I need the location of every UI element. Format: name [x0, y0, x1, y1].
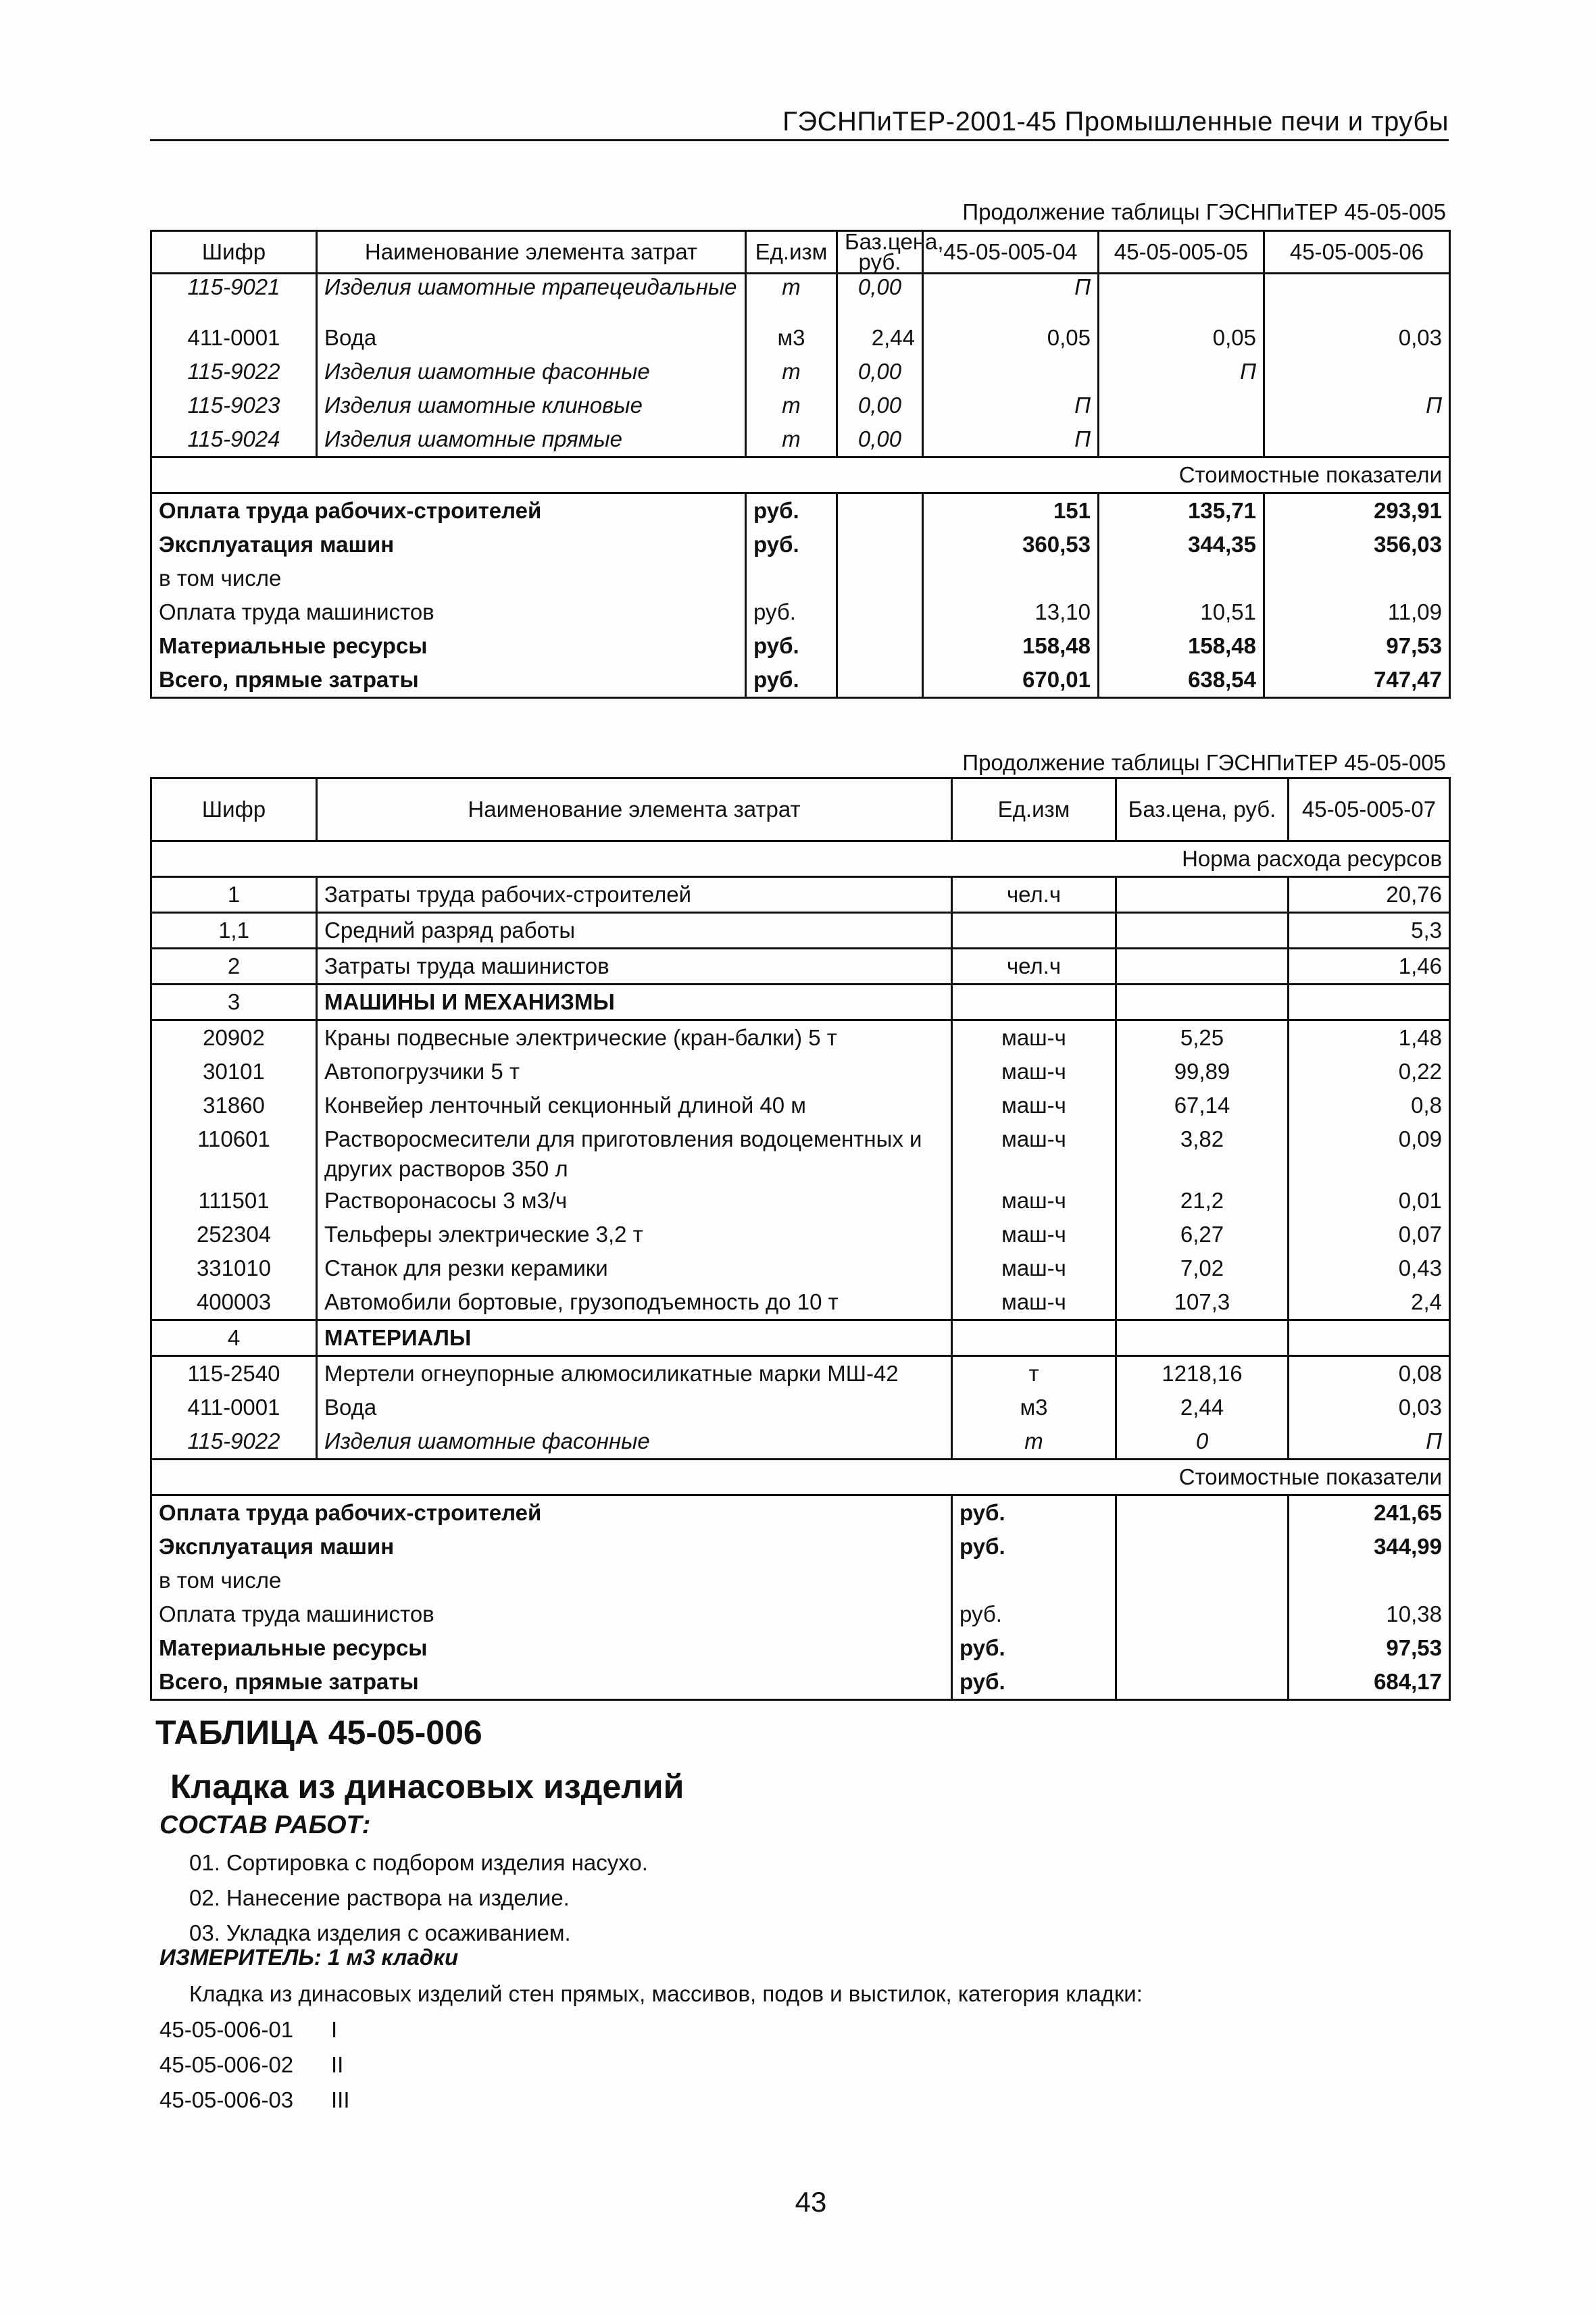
- cell-value: [1289, 985, 1450, 1020]
- cell-unit: маш-ч: [952, 1089, 1116, 1122]
- cost-label: Материальные ресурсы: [151, 1631, 952, 1665]
- cost-price: [837, 562, 923, 595]
- cell-price: [1116, 985, 1289, 1020]
- cell-price: 21,2: [1116, 1184, 1289, 1218]
- cell-code: 115-9022: [151, 355, 317, 389]
- table-row: [151, 422, 1450, 457]
- cell-code: 331010: [151, 1251, 317, 1285]
- table1-head-row: [151, 231, 1450, 274]
- table1-head-col1: 45-05-005-04: [923, 231, 1099, 274]
- cell-name: Изделия шамотные клиновые: [317, 389, 746, 422]
- cost-row: [151, 1597, 1450, 1631]
- cell-price: [1116, 877, 1289, 913]
- table-row: [151, 1251, 1450, 1285]
- cost-unit: руб.: [746, 663, 837, 698]
- cost-value: 344,35: [1099, 528, 1264, 562]
- table-row: [151, 913, 1450, 949]
- cell-price: 67,14: [1116, 1089, 1289, 1122]
- cost-value: 158,48: [1099, 629, 1264, 663]
- cell-code: 115-9024: [151, 422, 317, 457]
- cost-price: [1116, 1564, 1289, 1597]
- cell-price: [1116, 1320, 1289, 1356]
- cell-value: 2,4: [1289, 1285, 1450, 1320]
- cost-label: в том числе: [151, 562, 746, 595]
- cell-name: Растворосмесители для приготовления водоцементных и других растворов 350 л: [317, 1122, 952, 1184]
- table-row: [151, 1391, 1450, 1424]
- cost-row: [151, 629, 1450, 663]
- cost-unit: руб.: [952, 1530, 1116, 1564]
- table-row: [151, 389, 1450, 422]
- cost-value: 670,01: [923, 663, 1099, 698]
- cost-value: 684,17: [1289, 1665, 1450, 1700]
- cost-unit: руб.: [952, 1665, 1116, 1700]
- table-row: [151, 1424, 1450, 1460]
- cell-code: 2: [151, 949, 317, 985]
- cell-price: 2,44: [1116, 1391, 1289, 1424]
- cell-value: 0,22: [1289, 1055, 1450, 1089]
- table1-head-col2: 45-05-005-05: [1099, 231, 1264, 274]
- table-row: [151, 1122, 1450, 1184]
- cell-value: 0,08: [1289, 1356, 1450, 1391]
- cell-code: 115-9021: [151, 274, 317, 321]
- cell-price: 0: [1116, 1424, 1289, 1460]
- cell-name: Изделия шамотные фасонные: [317, 1424, 952, 1460]
- cell-code: 411-0001: [151, 321, 317, 355]
- cell-price: 0,00: [837, 422, 923, 457]
- cost-value: 13,10: [923, 595, 1099, 629]
- cell-name: Автомобили бортовые, грузоподъемность до 10 т: [317, 1285, 952, 1320]
- cell-value: [1264, 274, 1450, 321]
- cost-row: [151, 1495, 1450, 1530]
- cell-price: 7,02: [1116, 1251, 1289, 1285]
- table-row: [151, 274, 1450, 321]
- cost-price: [1116, 1665, 1289, 1700]
- cost-value: 360,53: [923, 528, 1099, 562]
- cell-name: Вода: [317, 1391, 952, 1424]
- cost-price: [1116, 1495, 1289, 1530]
- cost-label: Эксплуатация машин: [151, 1530, 952, 1564]
- cell-unit: чел.ч: [952, 877, 1116, 913]
- cell-value: П: [1264, 389, 1450, 422]
- section-row: [151, 457, 1450, 493]
- cell-unit: т: [952, 1424, 1116, 1460]
- cell-price: [1116, 913, 1289, 949]
- cost-row: [151, 1665, 1450, 1700]
- section-row: [151, 841, 1450, 877]
- running-header: ГЭСНПиТЕР-2001-45 Промышленные печи и трубы: [782, 107, 1449, 136]
- table-row: [151, 321, 1450, 355]
- cell-price: 0,00: [837, 355, 923, 389]
- cost-price: [1116, 1631, 1289, 1665]
- cost-unit: руб.: [746, 493, 837, 528]
- cost-label: Материальные ресурсы: [151, 629, 746, 663]
- table-row: [151, 1218, 1450, 1251]
- cost-price: [837, 595, 923, 629]
- cell-value: [1099, 422, 1264, 457]
- work-item: 01. Сортировка с подбором изделия насухо.: [189, 1850, 648, 1875]
- cell-value: 0,05: [1099, 321, 1264, 355]
- cell-name: Конвейер ленточный секционный длиной 40 м: [317, 1089, 952, 1122]
- cost-price: [837, 493, 923, 528]
- cell-code: 115-2540: [151, 1356, 317, 1391]
- cell-unit: маш-ч: [952, 1020, 1116, 1055]
- table2-head-code: Шифр: [151, 778, 317, 841]
- cell-value: П: [1099, 355, 1264, 389]
- table1-caption: Продолжение таблицы ГЭСНПиТЕР 45-05-005: [962, 199, 1446, 224]
- cell-code: 1: [151, 877, 317, 913]
- cell-price: 2,44: [837, 321, 923, 355]
- table2: [150, 777, 1451, 1701]
- cost-label: Оплата труда машинистов: [151, 1597, 952, 1631]
- cost-value: 97,53: [1264, 629, 1450, 663]
- header-rule: [150, 139, 1449, 141]
- cost-label: Всего, прямые затраты: [151, 663, 746, 698]
- cell-unit: [952, 913, 1116, 949]
- cell-code: 1,1: [151, 913, 317, 949]
- cost-value: [923, 562, 1099, 595]
- table-row: [151, 1184, 1450, 1218]
- cell-price: 5,25: [1116, 1020, 1289, 1055]
- cost-label: Оплата труда рабочих-строителей: [151, 1495, 952, 1530]
- page-number: 43: [795, 2186, 827, 2218]
- cell-unit: маш-ч: [952, 1285, 1116, 1320]
- cell-unit: маш-ч: [952, 1122, 1116, 1184]
- cell-name: Мертели огнеупорные алюмосиликатные марки МШ-42: [317, 1356, 952, 1391]
- cost-value: 97,53: [1289, 1631, 1450, 1665]
- cost-value: 135,71: [1099, 493, 1264, 528]
- cell-name: Затраты труда рабочих-строителей: [317, 877, 952, 913]
- table1: [150, 230, 1451, 699]
- cell-value: 1,48: [1289, 1020, 1450, 1055]
- cost-label: Всего, прямые затраты: [151, 1665, 952, 1700]
- cost-unit: руб.: [952, 1597, 1116, 1631]
- cell-value: 1,46: [1289, 949, 1450, 985]
- table-row: [151, 1089, 1450, 1122]
- cell-code: 20902: [151, 1020, 317, 1055]
- cell-value: П: [923, 422, 1099, 457]
- cost-value: [1099, 562, 1264, 595]
- cell-value: [1264, 355, 1450, 389]
- table-row: [151, 355, 1450, 389]
- cost-price: [837, 528, 923, 562]
- cost-row: [151, 595, 1450, 629]
- cell-unit: [952, 985, 1116, 1020]
- table2-head-row: [151, 778, 1450, 841]
- cell-price: 0,00: [837, 389, 923, 422]
- cost-unit: руб.: [952, 1495, 1116, 1530]
- cell-unit: маш-ч: [952, 1251, 1116, 1285]
- section-table-title: ТАБЛИЦА 45-05-006: [155, 1714, 482, 1751]
- cell-value: [923, 355, 1099, 389]
- table-row: [151, 1020, 1450, 1055]
- cell-price: 6,27: [1116, 1218, 1289, 1251]
- cost-row: [151, 1631, 1450, 1665]
- cost-row: [151, 663, 1450, 698]
- table2-caption: Продолжение таблицы ГЭСНПиТЕР 45-05-005: [962, 750, 1446, 775]
- cell-name: Затраты труда машинистов: [317, 949, 952, 985]
- cost-unit: руб.: [952, 1631, 1116, 1665]
- cell-unit: чел.ч: [952, 949, 1116, 985]
- work-item: 03. Укладка изделия с осаживанием.: [189, 1920, 571, 1945]
- measure-unit: ИЗМЕРИТЕЛЬ: 1 м3 кладки: [159, 1945, 459, 1970]
- cell-value: 0,05: [923, 321, 1099, 355]
- cell-value: [1264, 422, 1450, 457]
- works-heading: СОСТАВ РАБОТ:: [159, 1811, 371, 1839]
- cell-value: 0,03: [1289, 1391, 1450, 1424]
- cell-unit: маш-ч: [952, 1055, 1116, 1089]
- cost-unit: [746, 562, 837, 595]
- section-description: Кладка из динасовых изделий стен прямых, массивов, подов и выстилок, категория кладки:: [189, 1981, 1143, 2006]
- cell-value: [1099, 274, 1264, 321]
- cell-code: 115-9022: [151, 1424, 317, 1460]
- code-category: I: [331, 2017, 338, 2042]
- table2-head-name: Наименование элемента затрат: [317, 778, 952, 841]
- cell-code: 31860: [151, 1089, 317, 1122]
- cost-row: [151, 528, 1450, 562]
- cost-label: в том числе: [151, 1564, 952, 1597]
- cell-name: Станок для резки керамики: [317, 1251, 952, 1285]
- cost-row: [151, 493, 1450, 528]
- cell-name: МАШИНЫ И МЕХАНИЗМЫ: [317, 985, 952, 1020]
- cell-code: 115-9023: [151, 389, 317, 422]
- cost-value: 356,03: [1264, 528, 1450, 562]
- cost-value: 151: [923, 493, 1099, 528]
- cost-value: 293,91: [1264, 493, 1450, 528]
- cost-unit: руб.: [746, 595, 837, 629]
- cell-value: 0,03: [1264, 321, 1450, 355]
- cost-value: 10,51: [1099, 595, 1264, 629]
- table1-head-code: Шифр: [151, 231, 317, 274]
- section-subtitle: Кладка из динасовых изделий: [170, 1768, 684, 1806]
- cell-code: 252304: [151, 1218, 317, 1251]
- table-row: [151, 1320, 1450, 1356]
- cell-price: 107,3: [1116, 1285, 1289, 1320]
- cell-price: 0,00: [837, 274, 923, 321]
- cell-code: 3: [151, 985, 317, 1020]
- cost-value: 638,54: [1099, 663, 1264, 698]
- cost-value: 10,38: [1289, 1597, 1450, 1631]
- cell-name: МАТЕРИАЛЫ: [317, 1320, 952, 1356]
- cost-value: [1289, 1564, 1450, 1597]
- cell-code: 110601: [151, 1122, 317, 1184]
- cell-value: 0,01: [1289, 1184, 1450, 1218]
- cell-unit: т: [746, 389, 837, 422]
- cell-price: 99,89: [1116, 1055, 1289, 1089]
- table2-section-cost: Стоимостные показатели: [151, 1460, 1450, 1495]
- code-category: II: [331, 2052, 344, 2077]
- cell-name: Краны подвесные электрические (кран-балки) 5 т: [317, 1020, 952, 1055]
- cell-code: 111501: [151, 1184, 317, 1218]
- cell-value: 0,09: [1289, 1122, 1450, 1184]
- cell-value: П: [1289, 1424, 1450, 1460]
- cell-name: Изделия шамотные прямые: [317, 422, 746, 457]
- cell-unit: т: [746, 422, 837, 457]
- cell-unit: маш-ч: [952, 1184, 1116, 1218]
- code-item: 45-05-006-02: [159, 2052, 294, 2077]
- cost-value: 344,99: [1289, 1530, 1450, 1564]
- cost-price: [837, 663, 923, 698]
- cost-value: [1264, 562, 1450, 595]
- cell-value: 5,3: [1289, 913, 1450, 949]
- cell-price: 1218,16: [1116, 1356, 1289, 1391]
- table-row: [151, 877, 1450, 913]
- code-category: III: [331, 2087, 350, 2112]
- cost-row: [151, 1564, 1450, 1597]
- cell-price: [1116, 949, 1289, 985]
- table1-section-cost: Стоимостные показатели: [151, 457, 1450, 493]
- table2-head-col1: 45-05-005-07: [1289, 778, 1450, 841]
- cell-unit: м3: [746, 321, 837, 355]
- cost-unit: руб.: [746, 528, 837, 562]
- cell-unit: т: [952, 1356, 1116, 1391]
- cell-name: Изделия шамотные фасонные: [317, 355, 746, 389]
- table2-head-price: Баз.цена, руб.: [1116, 778, 1289, 841]
- cost-label: Эксплуатация машин: [151, 528, 746, 562]
- cell-unit: м3: [952, 1391, 1116, 1424]
- table-row: [151, 1285, 1450, 1320]
- cost-value: 747,47: [1264, 663, 1450, 698]
- cell-name: Вода: [317, 321, 746, 355]
- cost-price: [1116, 1530, 1289, 1564]
- cost-unit: [952, 1564, 1116, 1597]
- work-item: 02. Нанесение раствора на изделие.: [189, 1885, 570, 1910]
- cell-value: 0,43: [1289, 1251, 1450, 1285]
- cell-name: Средний разряд работы: [317, 913, 952, 949]
- cell-code: 411-0001: [151, 1391, 317, 1424]
- cost-value: 241,65: [1289, 1495, 1450, 1530]
- cell-value: [1099, 389, 1264, 422]
- cell-value: 0,8: [1289, 1089, 1450, 1122]
- table1-head-unit: Ед.изм: [746, 231, 837, 274]
- cell-value: П: [923, 389, 1099, 422]
- code-item: 45-05-006-01: [159, 2017, 294, 2042]
- table-row: [151, 949, 1450, 985]
- cell-unit: [952, 1320, 1116, 1356]
- cost-price: [837, 629, 923, 663]
- cost-value: 11,09: [1264, 595, 1450, 629]
- cell-code: 400003: [151, 1285, 317, 1320]
- section-row: [151, 1460, 1450, 1495]
- cell-name: Растворонасосы 3 м3/ч: [317, 1184, 952, 1218]
- cell-name: Тельферы электрические 3,2 т: [317, 1218, 952, 1251]
- table-row: [151, 985, 1450, 1020]
- table-row: [151, 1356, 1450, 1391]
- cell-unit: т: [746, 355, 837, 389]
- cell-value: 0,07: [1289, 1218, 1450, 1251]
- cell-value: 20,76: [1289, 877, 1450, 913]
- cell-unit: т: [746, 274, 837, 321]
- cost-row: [151, 562, 1450, 595]
- cell-unit: маш-ч: [952, 1218, 1116, 1251]
- cell-code: 4: [151, 1320, 317, 1356]
- table1-head-col3: 45-05-005-06: [1264, 231, 1450, 274]
- cell-name: Автопогрузчики 5 т: [317, 1055, 952, 1089]
- cost-label: Оплата труда рабочих-строителей: [151, 493, 746, 528]
- table1-head-price: Баз.цена, руб.: [837, 231, 923, 274]
- table1-head-name: Наименование элемента затрат: [317, 231, 746, 274]
- cell-name: Изделия шамотные трапецеидальные: [317, 274, 746, 321]
- cost-value: 158,48: [923, 629, 1099, 663]
- cost-unit: руб.: [746, 629, 837, 663]
- cost-price: [1116, 1597, 1289, 1631]
- cell-value: [1289, 1320, 1450, 1356]
- cell-value: П: [923, 274, 1099, 321]
- cost-row: [151, 1530, 1450, 1564]
- table2-section-norm: Норма расхода ресурсов: [151, 841, 1450, 877]
- code-item: 45-05-006-03: [159, 2087, 294, 2112]
- cell-code: 30101: [151, 1055, 317, 1089]
- cost-label: Оплата труда машинистов: [151, 595, 746, 629]
- cell-price: 3,82: [1116, 1122, 1289, 1184]
- table2-head-unit: Ед.изм: [952, 778, 1116, 841]
- table-row: [151, 1055, 1450, 1089]
